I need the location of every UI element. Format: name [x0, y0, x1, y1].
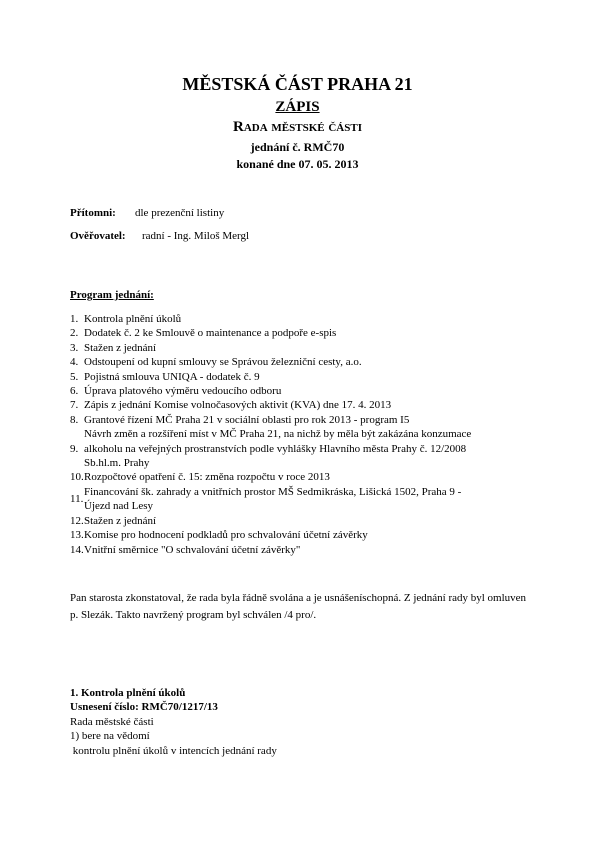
- program-item: [70, 355, 540, 369]
- program-item-text: [84, 341, 156, 355]
- program-item-number: 3.: [70, 341, 79, 354]
- program-item: [70, 470, 540, 484]
- program-item: [70, 413, 540, 427]
- program-item-line: Odstoupení od kupní smlouvy se Správou železniční cesty, a.o.: [84, 356, 362, 369]
- verifier-label: Ověřovatel:: [70, 230, 126, 242]
- program-item-line: Stažen z jednání: [84, 341, 157, 354]
- program-item-number: 5.: [70, 370, 79, 383]
- program-item-number: 6.: [70, 385, 79, 398]
- quorum-statement: Pan starosta zkonstatoval, že rada byla řádně svolána a je usnášeníschopná. Z jednání rady byl omluven p. Slezák. Takto navržený program byl schválen /4 pro/.: [70, 592, 527, 621]
- program-item-line: Stažen z jednání: [84, 514, 157, 527]
- program-item-line: Vnitřní směrnice "O schvalování účetní závěrky": [84, 543, 301, 556]
- program-item-text: [84, 312, 181, 326]
- program-item-number: 8.: [70, 413, 79, 426]
- zapis-heading: ZÁPIS: [275, 99, 320, 115]
- program-item-text: [84, 470, 330, 484]
- program-item-text: [84, 398, 391, 412]
- meeting-number: jednání č. RMČ70: [250, 140, 345, 154]
- program-item-number: 14.: [70, 543, 84, 556]
- program-item-text: [84, 543, 300, 557]
- program-item-line: alkoholu na veřejných prostranstvích podle vyhlášky Hlavního města Prahy č. 12/2008: [84, 442, 467, 455]
- present-label: Přítomni:: [70, 207, 116, 219]
- program-item: [70, 528, 540, 542]
- program-item-line: Financování šk. zahrady a vnitřních prostor MŠ Sedmikráska, Lišická 1502, Praha 9 -: [84, 485, 462, 498]
- resolution-body: Rada městské části: [70, 715, 154, 728]
- program-item-number: 9.: [70, 442, 79, 455]
- program-item: [70, 312, 540, 326]
- program-item-line: Pojistná smlouva UNIQA - dodatek č. 9: [84, 370, 260, 383]
- program-item-text: [84, 384, 281, 398]
- program-item-text: [84, 528, 368, 542]
- section-1-heading: 1. Kontrola plnění úkolů: [70, 687, 186, 699]
- program-item-line: Zápis z jednání Komise volnočasových aktivit (KVA) dne 17. 4. 2013: [84, 399, 392, 412]
- program-item-line: Grantové řízení MČ Praha 21 v sociální oblasti pro rok 2013 - program I5: [84, 413, 410, 426]
- program-item-text: [84, 355, 362, 369]
- program-item: [70, 398, 540, 412]
- program-item-line: Sb.hl.m. Prahy: [84, 457, 150, 470]
- resolution-number: Usnesení číslo: RMČ70/1217/13: [70, 701, 218, 714]
- program-item-line: Rozpočtové opatření č. 15: změna rozpočtu v roce 2013: [84, 471, 330, 484]
- program-item-number: 1.: [70, 313, 79, 325]
- resolution-point: 1) bere na vědomí: [70, 730, 150, 743]
- rada-heading: Rada městské části: [233, 119, 362, 135]
- verifier-row: [70, 230, 249, 242]
- program-item: [70, 384, 540, 398]
- program-item-number: 13.: [70, 529, 84, 542]
- program-item: [70, 341, 540, 355]
- program-item: [70, 543, 540, 557]
- program-item-number: 11.: [70, 493, 84, 506]
- program-item-text: [84, 413, 409, 427]
- program-item-number: 10.: [70, 471, 84, 484]
- program-item: [70, 427, 540, 470]
- present-row: [70, 207, 224, 219]
- program-item: [70, 326, 540, 340]
- document-title: MĚSTSKÁ ČÁST PRAHA 21: [182, 74, 413, 94]
- program-list: [70, 312, 540, 557]
- meeting-date: konané dne 07. 05. 2013: [236, 157, 359, 171]
- program-item-text: [84, 485, 461, 514]
- program-item-number: 7.: [70, 399, 79, 412]
- program-item-number: 2.: [70, 327, 79, 340]
- verifier-value: radní - Ing. Miloš Mergl: [142, 230, 250, 242]
- program-item-number: 4.: [70, 356, 79, 369]
- section-1: [70, 686, 277, 758]
- program-item-line: Újezd nad Lesy: [84, 500, 154, 513]
- program-item-line: Kontrola plnění úkolů: [84, 313, 182, 325]
- program-item-line: Návrh změn a rozšíření míst v MČ Praha 21, na nichž by měla být zakázána konzumace: [84, 428, 472, 441]
- present-value: dle prezenční listiny: [135, 207, 225, 219]
- program-item-line: Dodatek č. 2 ke Smlouvě o maintenance a podpoře e-spis: [84, 327, 337, 340]
- program-item-text: [84, 427, 471, 470]
- program-item: [70, 514, 540, 528]
- program-heading: Program jednání:: [70, 289, 154, 301]
- program-item: [70, 485, 540, 514]
- program-item-text: [84, 370, 260, 384]
- program-item-line: Komise pro hodnocení podkladů pro schvalování účetní závěrky: [84, 529, 368, 542]
- program-item-number: 12.: [70, 514, 84, 527]
- program-item: [70, 370, 540, 384]
- program-item-text: [84, 514, 156, 528]
- resolution-text: kontrolu plnění úkolů v intencích jednání rady: [70, 744, 277, 757]
- program-item-text: [84, 326, 336, 340]
- program-item-line: Úprava platového výměru vedoucího odboru: [84, 385, 282, 398]
